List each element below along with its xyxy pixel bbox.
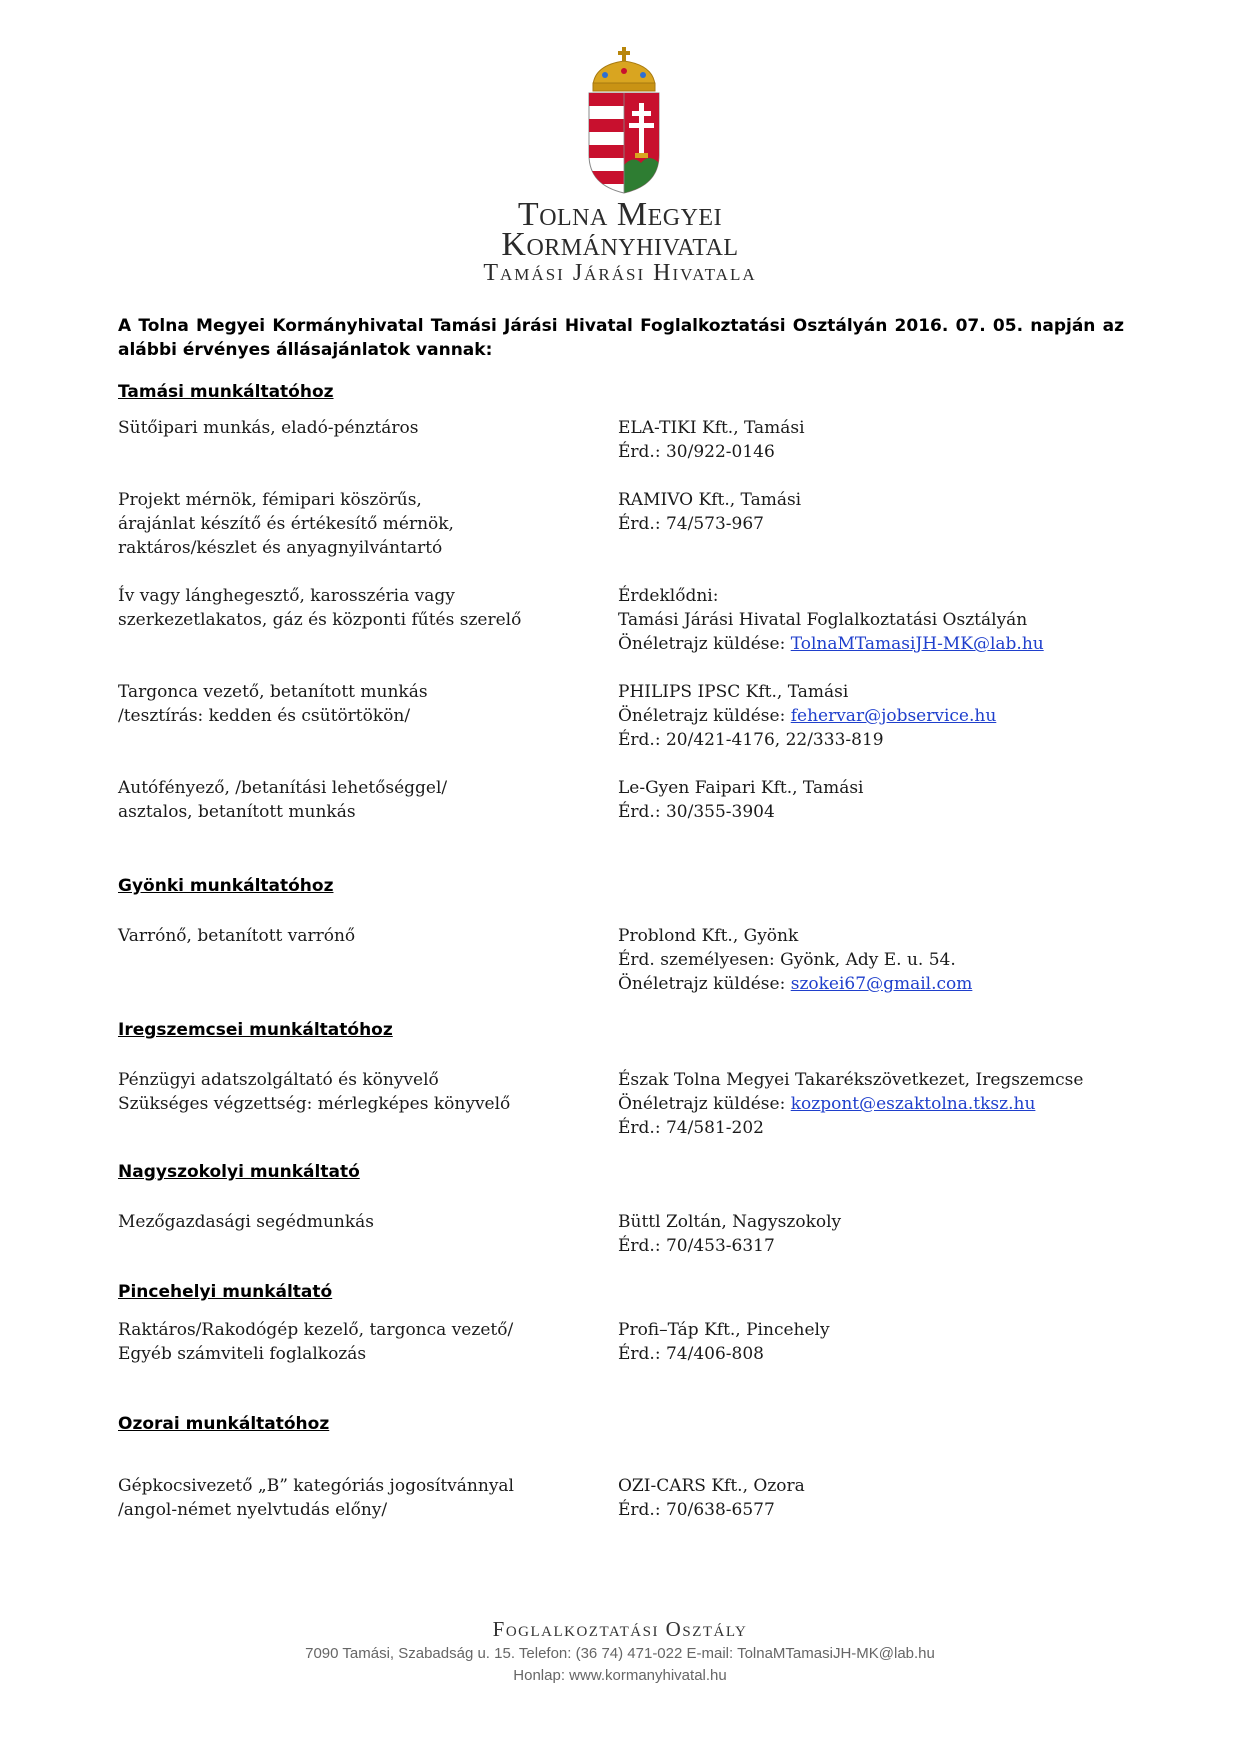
job-title [118, 1318, 598, 1366]
email-link[interactable]: TolnaMTamasiJH-MK@lab.hu [790, 634, 1044, 654]
employer-info [618, 776, 1178, 824]
hungarian-coat-of-arms-icon [585, 45, 663, 195]
org-name-line1: Tolna Megyei [517, 196, 723, 233]
employer-line: PHILIPS IPSC Kft., Tamási [618, 682, 849, 702]
employer-email-line [618, 1092, 1178, 1116]
employer-line: Észak Tolna Megyei Takarékszövetkezet, Iregszemcse [618, 1070, 1084, 1090]
employer-line: Profi–Táp Kft., Pincehely [618, 1320, 830, 1340]
job-title [118, 1210, 598, 1234]
employer-line: Tamási Járási Hivatal Foglalkoztatási Osztályán [618, 610, 1028, 630]
employer-info [618, 1474, 1178, 1522]
job-title [118, 584, 598, 632]
employer-email-line [618, 704, 1178, 728]
email-link[interactable]: fehervar@jobservice.hu [790, 706, 997, 726]
employer-line: Érdeklődni: [618, 586, 719, 606]
intro-paragraph: A Tolna Megyei Kormányhivatal Tamási Járási Hivatal Foglalkoztatási Osztályán 2016. 07. 05. napján az alábbi érvényes állásajánlatok vannak: [118, 316, 1124, 360]
employer-info [618, 584, 1178, 656]
employer-info [618, 488, 1178, 536]
employer-line: OZI-CARS Kft., Ozora [618, 1476, 805, 1496]
email-label: Önéletrajz küldése: [618, 974, 791, 994]
job-line: Gépkocsivezető „B” kategóriás jogosítvánnyal [118, 1476, 514, 1496]
email-link[interactable]: szokei67@gmail.com [790, 974, 973, 994]
employer-line: Érd.: 70/453-6317 [618, 1236, 775, 1256]
section-heading-pincehely: Pincehelyi munkáltató [118, 1282, 333, 1302]
employer-line: Érd.: 70/638-6577 [618, 1500, 775, 1520]
job-line: Raktáros/Rakodógép kezelő, targonca vezető/ [118, 1320, 514, 1340]
section-heading-tamasi: Tamási munkáltatóhoz [118, 382, 334, 402]
employer-email-line [618, 632, 1178, 656]
job-line: /angol-német nyelvtudás előny/ [118, 1500, 388, 1520]
job-line: Mezőgazdasági segédmunkás [118, 1212, 375, 1232]
job-line: Pénzügyi adatszolgáltató és könyvelő [118, 1070, 439, 1090]
footer-address: 7090 Tamási, Szabadság u. 15. Telefon: (36 74) 471-022 E-mail: TolnaMTamasiJH-MK@lab.hu [305, 1645, 935, 1662]
job-line: Autófényező, /betanítási lehetőséggel/ [118, 778, 448, 798]
employer-info [618, 924, 1178, 996]
job-line: /tesztírás: kedden és csütörtökön/ [118, 706, 411, 726]
employer-info [618, 1068, 1178, 1140]
employer-email-line [618, 972, 1178, 996]
job-line: Sütőipari munkás, eladó-pénztáros [118, 418, 419, 438]
job-line: szerkezetlakatos, gáz és központi fűtés szerelő [118, 610, 522, 630]
email-link[interactable]: kozpont@eszaktolna.tksz.hu [790, 1094, 1036, 1114]
job-title [118, 924, 598, 948]
job-line: Targonca vezető, betanított munkás [118, 682, 428, 702]
email-label: Önéletrajz küldése: [618, 634, 791, 654]
section-heading-gyonk: Gyönki munkáltatóhoz [118, 876, 334, 896]
job-line: Ív vagy lánghegesztő, karosszéria vagy [118, 586, 455, 606]
employer-line: Problond Kft., Gyönk [618, 926, 799, 946]
job-line: Projekt mérnök, fémipari köszörűs, [118, 490, 422, 510]
job-title [118, 416, 598, 440]
employer-line: Érd.: 74/406-808 [618, 1344, 764, 1364]
employer-info [618, 1318, 1178, 1366]
job-title [118, 1068, 598, 1116]
employer-line: Érd.: 30/355-3904 [618, 802, 775, 822]
email-label: Önéletrajz küldése: [618, 706, 791, 726]
org-name-line2: Kormányhivatal [501, 226, 739, 263]
employer-line: Érd.: 74/573-967 [618, 514, 764, 534]
employer-info [618, 1210, 1178, 1258]
job-title [118, 1474, 598, 1522]
job-title [118, 488, 598, 560]
job-line: Egyéb számviteli foglalkozás [118, 1344, 367, 1364]
employer-line: Büttl Zoltán, Nagyszokoly [618, 1212, 842, 1232]
employer-line: Érd. személyesen: Gyönk, Ady E. u. 54. [618, 950, 956, 970]
employer-line: Érd.: 30/922-0146 [618, 442, 775, 462]
email-label: Önéletrajz küldése: [618, 1094, 791, 1114]
org-subtitle: Tamási Járási Hivatala [483, 260, 757, 286]
job-line: árajánlat készítő és értékesítő mérnök, [118, 514, 454, 534]
footer-department: Foglalkoztatási Osztály [492, 1617, 748, 1641]
employer-line: RAMIVO Kft., Tamási [618, 490, 802, 510]
employer-line: ELA-TIKI Kft., Tamási [618, 418, 805, 438]
job-line: Varrónő, betanított varrónő [118, 926, 356, 946]
job-line: raktáros/készlet és anyagnyilvántartó [118, 538, 443, 558]
job-line: asztalos, betanított munkás [118, 802, 356, 822]
employer-line: Érd.: 20/421-4176, 22/333-819 [618, 730, 884, 750]
section-heading-ozora: Ozorai munkáltatóhoz [118, 1414, 330, 1434]
section-heading-nagyszokoly: Nagyszokolyi munkáltató [118, 1162, 360, 1182]
employer-line: Le-Gyen Faipari Kft., Tamási [618, 778, 864, 798]
footer-website: Honlap: www.kormanyhivatal.hu [513, 1667, 727, 1684]
job-line: Szükséges végzettség: mérlegképes könyvelő [118, 1094, 511, 1114]
section-heading-iregszemcse: Iregszemcsei munkáltatóhoz [118, 1020, 393, 1040]
employer-line: Érd.: 74/581-202 [618, 1118, 764, 1138]
job-title [118, 776, 598, 824]
job-title [118, 680, 598, 728]
employer-info [618, 680, 1178, 752]
employer-info [618, 416, 1178, 464]
